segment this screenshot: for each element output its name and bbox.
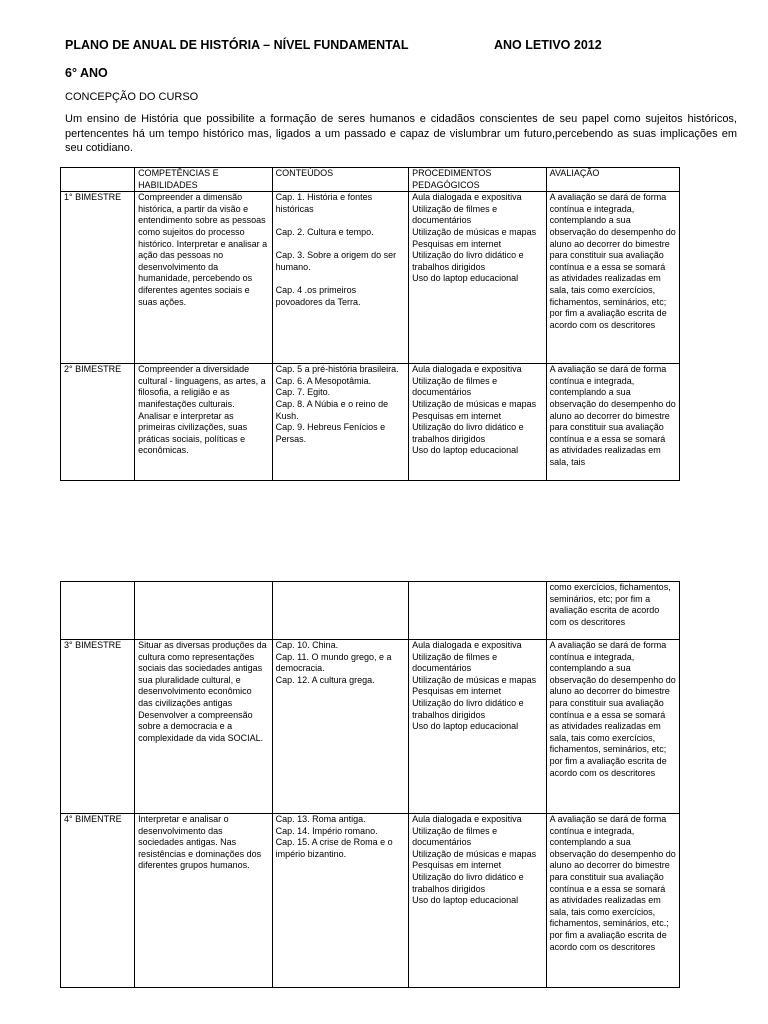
procedimento-item: Pesquisas em internet	[412, 238, 502, 249]
conteudo-item: Cap. 13. Roma antiga.	[275, 814, 366, 824]
document-header	[65, 38, 745, 56]
table-row	[61, 814, 680, 988]
period-cell	[61, 582, 135, 640]
procedimentos-cell	[409, 364, 547, 481]
conteudo-item: Cap. 2. Cultura e tempo.	[275, 226, 374, 237]
procedimento-item: Utilização do livro didático e trabalhos dirigidos	[412, 250, 524, 272]
procedimento-item: Utilização de músicas e mapas	[412, 226, 537, 237]
procedimento-item: Aula dialogada e expositiva	[412, 364, 522, 375]
header-cell-avaliacao: AVALIAÇÃO	[546, 168, 679, 192]
procedimento-item: Uso do laptop educacional	[412, 895, 519, 906]
competencias-cell: Interpretar e analisar o desenvolvimento das sociedades antigas. Nas resistências e dominações dos diferentes grupos humanos.	[135, 814, 273, 988]
conteudo-item: Cap. 10. China.	[275, 640, 339, 650]
conteudo-item: Cap. 12. A cultura grega.	[275, 674, 375, 685]
competencias-cell: Compreender a dimensão histórica, a partir da visão e entendimento sobre as pessoas como sujeitos do processo histórico. Interpretar e analisar a ação das pessoas no desenvolvimento da humanidade, percebendo os diferentes agentes sociais e suas ações.	[135, 192, 273, 364]
procedimentos-cell	[409, 814, 547, 988]
procedimento-item: Aula dialogada e expositiva	[412, 192, 522, 203]
document-title: PLANO DE ANUAL DE HISTÓRIA – NÍVEL FUNDAMENTAL	[65, 38, 409, 52]
conteudo-item: Cap. 15. A crise de Roma e o império bizantino.	[275, 837, 393, 859]
conteudos-cell	[272, 640, 408, 814]
procedimento-item: Utilização de músicas e mapas	[412, 848, 537, 859]
table-row	[61, 364, 680, 481]
procedimento-item: Utilização do livro didático e trabalhos dirigidos	[412, 871, 524, 894]
table-row	[61, 582, 680, 640]
procedimentos-cell	[409, 582, 547, 640]
conteudos-cell	[272, 364, 408, 481]
intro-paragraph: Um ensino de História que possibilite a formação de seres humanos e cidadãos conscientes de seu papel como sujeitos históricos, pertencentes há um tempo histórico mas, ligados a um passado e capaz de vislumbrar um futuro,percebendo as suas implicações em seu cotidiano.	[65, 113, 737, 154]
procedimento-item: Pesquisas em internet	[412, 686, 502, 697]
table-row	[61, 192, 680, 364]
procedimento-item: Utilização de filmes e documentários	[412, 825, 498, 848]
procedimento-item: Utilização de filmes e documentários	[412, 203, 498, 226]
conteudos-cell	[272, 582, 408, 640]
procedimento-item: Utilização de músicas e mapas	[412, 398, 537, 409]
competencias-cell: Compreender a diversidade cultural - linguagens, as artes, a filosofia, a religião e as manifestações culturais. Analisar e interpretar as primeiras civilizações, suas práticas sociais, políticas e econômicas.	[135, 364, 273, 481]
table-row	[61, 640, 680, 814]
procedimentos-cell	[409, 192, 547, 364]
section-heading: CONCEPÇÃO DO CURSO	[65, 91, 199, 103]
line-gap	[276, 239, 405, 251]
procedimento-item: Uso do laptop educacional	[412, 721, 519, 732]
period-cell: 4° BIMENTRE	[61, 814, 135, 988]
conteudo-item: Cap. 1. História e fontes históricas	[275, 192, 373, 214]
procedimento-item: Pesquisas em internet	[412, 860, 502, 871]
conteudo-item: Cap. 5 a pré-história brasileira.	[275, 364, 399, 375]
avaliacao-cell: A avaliação se dará de forma contínua e integrada, contemplando a sua observação do desempenho do aluno ao decorrer do bimestre para constituir sua avaliação contínua e a essa se somará as atividades realizadas em sala, tais como exercícios, fichamentos, seminários, etc; por fim a avaliação escrita de acordo com os descritores	[546, 192, 679, 364]
plan-table-part-2	[60, 581, 680, 988]
conteudo-item: Cap. 14. Império romano.	[275, 825, 378, 836]
conteudo-item: Cap. 9. Hebreus Fenícios e Persas.	[275, 422, 386, 444]
competencias-cell: Situar as diversas produções da cultura como representações sociais das sociedades antigas sua pluralidade cultural, e desenvolvimento econômico das civilizações antigas Desenvolver a compreensão sobre a democracia e a complexidade da vida SOCIAL.	[135, 640, 273, 814]
line-gap	[276, 273, 405, 285]
procedimento-item: Utilização de filmes e documentários	[412, 375, 498, 398]
grade-label: 6° ANO	[65, 66, 108, 80]
procedimento-item: Utilização de músicas e mapas	[412, 674, 537, 685]
period-cell: 1° BIMESTRE	[61, 192, 135, 364]
procedimento-item: Uso do laptop educacional	[412, 445, 519, 456]
line-gap	[276, 215, 405, 227]
procedimento-item: Utilização de filmes e documentários	[412, 651, 498, 674]
avaliacao-cell: como exercícios, fichamentos, seminários, etc; por fim a avaliação escrita de acordo com os descritores	[546, 582, 679, 640]
header-cell-conteudos: CONTEÚDOS	[272, 168, 408, 192]
procedimento-item: Uso do laptop educacional	[412, 273, 519, 284]
procedimento-item: Aula dialogada e expositiva	[412, 814, 522, 824]
header-cell-competencias: COMPETÊNCIAS E HABILIDADES	[135, 168, 273, 192]
conteudos-cell	[272, 814, 408, 988]
period-cell: 2° BIMESTRE	[61, 364, 135, 481]
table-header-row	[61, 168, 680, 192]
header-cell-procedimentos: PROCEDIMENTOS PEDAGÓGICOS	[409, 168, 547, 192]
procedimento-item: Utilização do livro didático e trabalhos dirigidos	[412, 422, 524, 444]
conteudo-item: Cap. 8. A Núbia e o reino de Kush.	[275, 398, 389, 421]
competencias-cell	[135, 582, 273, 640]
header-cell-period	[61, 168, 135, 192]
period-cell: 3° BIMESTRE	[61, 640, 135, 814]
conteudos-cell	[272, 192, 408, 364]
procedimento-item: Aula dialogada e expositiva	[412, 640, 522, 650]
school-year: ANO LETIVO 2012	[494, 38, 602, 52]
avaliacao-cell: A avaliação se dará de forma contínua e integrada, contemplando a sua observação do desempenho do aluno ao decorrer do bimestre para constituir sua avaliação contínua e a essa se somará as atividades realizadas em sala, tais como exercícios, fichamentos, seminários, etc.; por fim a avaliação escrita de acordo com os descritores	[546, 814, 679, 988]
avaliacao-cell: A avaliação se dará de forma contínua e integrada, contemplando a sua observação do desempenho do aluno ao decorrer do bimestre para constituir sua avaliação contínua e a essa se somará as atividades realizadas em sala, tais como exercícios, fichamentos, seminários, etc; por fim a avaliação escrita de acordo com os descritores	[546, 640, 679, 814]
conteudo-item: Cap. 3. Sobre a origem do ser humano.	[275, 250, 397, 272]
procedimento-item: Pesquisas em internet	[412, 410, 502, 421]
plan-table-part-1	[60, 167, 680, 481]
procedimento-item: Utilização do livro didático e trabalhos dirigidos	[412, 697, 524, 720]
conteudo-item: Cap. 6. A Mesopotâmia.	[275, 375, 372, 386]
procedimentos-cell	[409, 640, 547, 814]
conteudo-item: Cap. 7. Egito.	[275, 387, 331, 398]
avaliacao-cell: A avaliação se dará de forma contínua e integrada, contemplando a sua observação do desempenho do aluno ao decorrer do bimestre para constituir sua avaliação contínua e a essa se somará as atividades realizadas em sala, tais	[546, 364, 679, 481]
conteudo-item: Cap. 4 .os primeiros povoadores da Terra.	[275, 284, 361, 307]
conteudo-item: Cap. 11. O mundo grego, e a democracia.	[275, 651, 392, 674]
